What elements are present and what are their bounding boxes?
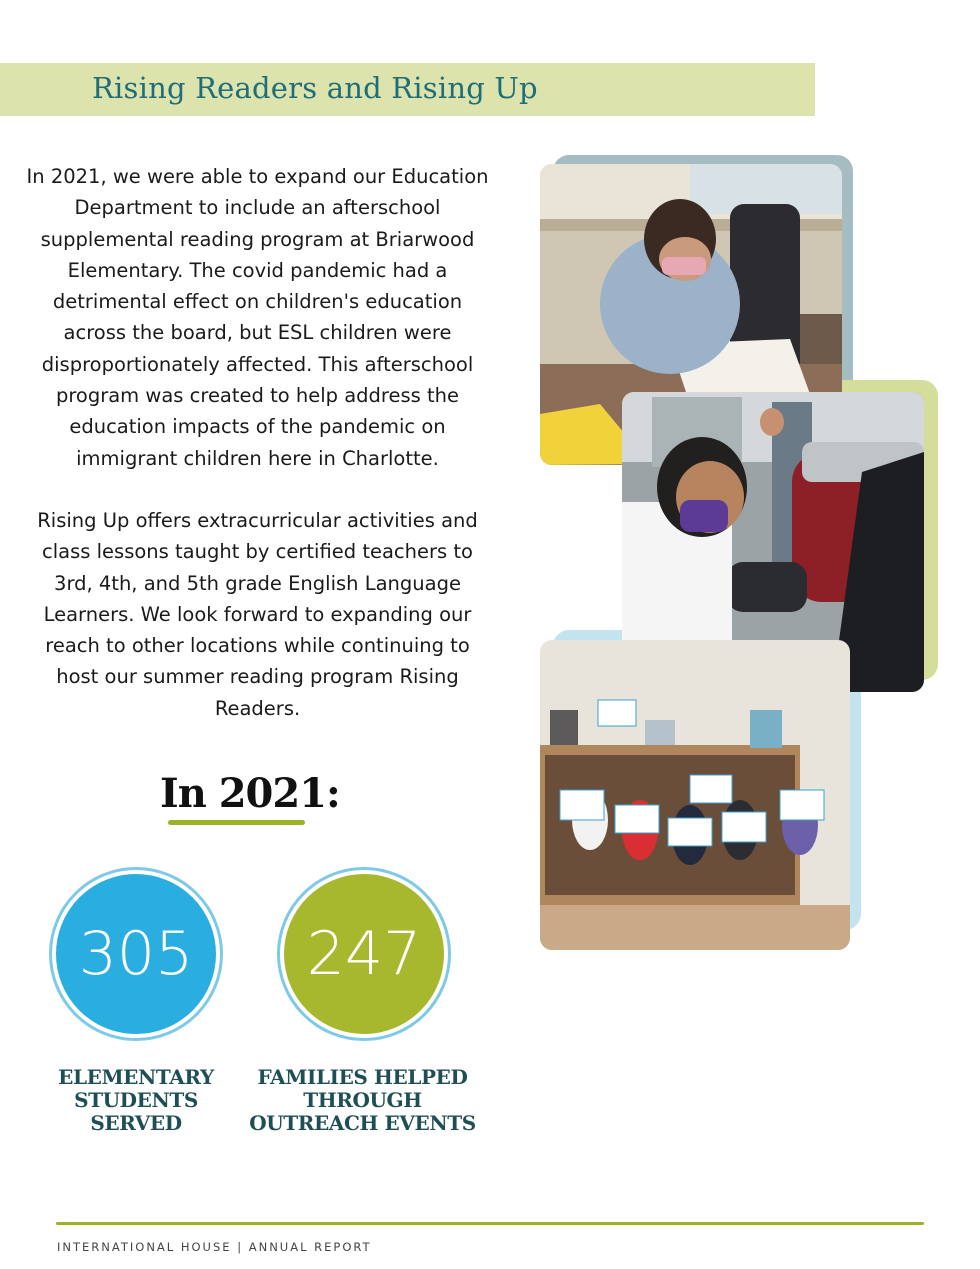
students-stat-circle — [52, 870, 220, 1038]
students-stat-value: 305 — [78, 919, 194, 989]
families-stat-circle — [280, 870, 448, 1038]
footer-divider — [56, 1222, 924, 1225]
certificates-photo — [540, 640, 850, 950]
intro-paragraph: In 2021, we were able to expand our Education Department to include an afterschool supplemental reading program at Briarwood Elementary. The covid pandemic had a detrimental effect on children's education across the board, but ESL children were disproportionately affected. This afterschool program was created to help address the education impacts of the pandemic on immigrant children here in Charlotte. — [26, 165, 489, 470]
families-stat-value: 247 — [306, 919, 422, 989]
footer-text: INTERNATIONAL HOUSE | ANNUAL REPORT — [57, 1240, 372, 1254]
heading-underline — [168, 820, 305, 825]
families-stat-label: FAMILIES HELPED THROUGH OUTREACH EVENTS — [249, 1065, 476, 1135]
stats-heading: In 2021: — [160, 770, 340, 817]
students-stat-label: ELEMENTARY STUDENTS SERVED — [58, 1065, 214, 1135]
title-band — [0, 63, 815, 116]
page-title: Rising Readers and Rising Up — [92, 71, 538, 105]
rising-up-paragraph: Rising Up offers extracurricular activities and class lessons taught by certified teachers to 3rd, 4th, and 5th grade English Language Learners. We look forward to expanding our reach to other locations while continuing to host our summer reading program Rising Readers. — [37, 509, 478, 720]
